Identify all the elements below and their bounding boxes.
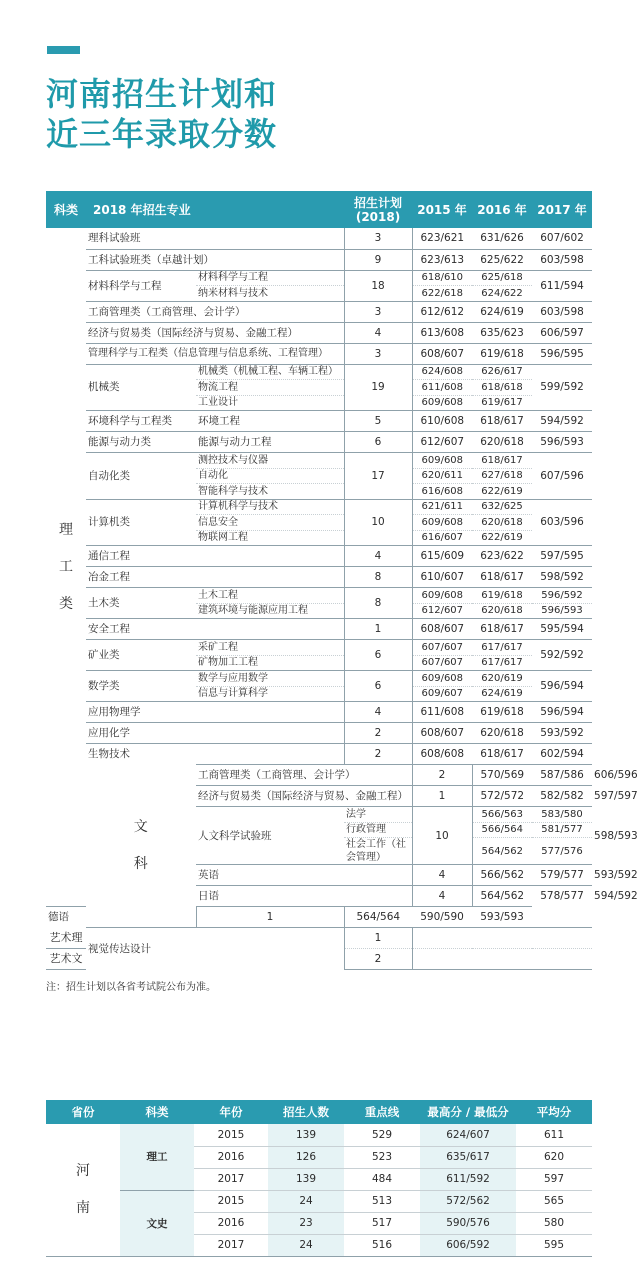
table-row: 河 南 理工 2015 139 529 624/607 611 — [46, 1124, 592, 1146]
table-row: 环境科学与工程类 环境工程 5 610/608 618/617 594/592 — [46, 411, 592, 432]
group-arts: 文 科 — [86, 765, 196, 928]
table-row: 自动化 620/611 627/618 — [46, 468, 592, 484]
table-row: 工业设计 609/608 619/617 — [46, 395, 592, 411]
table-row: 2017 24 516 606/592 595 — [46, 1234, 592, 1256]
table-row: 计算机类 计算机科学与技术 10 621/611 632/625 603/596 — [46, 499, 592, 515]
group-science: 理 工 类 — [46, 228, 86, 907]
table-row: 通信工程 4 615/609 623/622 597/595 — [46, 546, 592, 567]
major-cell: 能源与动力类 — [86, 432, 196, 453]
major-cell: 英语 — [196, 865, 412, 886]
table-row: 矿业类 采矿工程 6 607/607 617/617 592/592 — [46, 640, 592, 656]
header-key-line: 重点线 — [344, 1100, 420, 1124]
table-row: 2016 23 517 590/576 580 — [46, 1212, 592, 1234]
major-cell: 计算机类 — [86, 499, 196, 546]
table-row: 物流工程 611/608 618/618 — [46, 380, 592, 396]
major-cell: 安全工程 — [86, 619, 344, 640]
table-row: 冶金工程 8 610/607 618/617 598/592 — [46, 567, 592, 588]
table-row: 文 科 工商管理类（工商管理、会计学） 2 570/569 587/586 606/596 — [46, 765, 592, 786]
table-row: 机械类 机械类（机械工程、车辆工程） 19 624/608 626/617 599/592 — [46, 364, 592, 380]
plan-header-row — [46, 191, 592, 228]
table-row: 纳米材料与技术 622/618 624/622 — [46, 286, 592, 302]
table-row: 应用物理学 4 611/608 619/618 596/594 — [46, 702, 592, 723]
major-cell: 经济与贸易类（国际经济与贸易、金融工程） — [196, 786, 412, 807]
major-cell: 冶金工程 — [86, 567, 344, 588]
table-row: 智能科学与技术 616/608 622/619 — [46, 484, 592, 500]
major-cell: 工商管理类（工商管理、会计学） — [196, 765, 412, 786]
score-header-row — [46, 1100, 592, 1124]
major-cell: 机械类 — [86, 364, 196, 411]
header-major: 2018 年招生专业 — [86, 191, 344, 228]
major-cell: 视觉传达设计 — [86, 928, 344, 970]
province-cell: 河 南 — [46, 1124, 120, 1256]
major-cell: 环境科学与工程类 — [86, 411, 196, 432]
table-row: 应用化学 2 608/607 620/618 593/592 — [46, 723, 592, 744]
major-cell: 通信工程 — [86, 546, 344, 567]
major-cell: 材料科学与工程 — [86, 270, 196, 301]
header-plan: 招生计划 (2018) — [344, 191, 412, 228]
table-row: 艺术理 视觉传达设计 1 — [46, 928, 592, 949]
table-row: 日语 4 564/562 578/577 594/592 — [46, 886, 592, 907]
header-count: 招生人数 — [268, 1100, 344, 1124]
major-cell: 德语 — [46, 907, 196, 928]
table-row: 矿物加工工程 607/607 617/617 — [46, 655, 592, 671]
score-table — [46, 1100, 592, 1257]
header-year: 年份 — [194, 1100, 268, 1124]
table-row: 物联网工程 616/607 622/619 — [46, 530, 592, 546]
table-row: 工科试验班类（卓越计划） 9 623/613 625/622 603/598 — [46, 249, 592, 270]
major-cell: 土木类 — [86, 588, 196, 619]
accent-bar — [47, 46, 80, 54]
major-cell: 理科试验班 — [88, 232, 141, 245]
major-cell: 日语 — [196, 886, 412, 907]
table-row: 英语 4 566/562 579/577 593/592 — [46, 865, 592, 886]
table-row: 材料科学与工程 材料科学与工程 18 618/610 625/618 611/594 — [46, 270, 592, 286]
group-art-science: 艺术理 — [46, 928, 86, 949]
table-row: 行政管理 566/564 581/577 — [46, 822, 592, 838]
header-province: 省份 — [46, 1100, 120, 1124]
table-row: 2016 126 523 635/617 620 — [46, 1146, 592, 1168]
header-2015: 2015 年 — [412, 191, 472, 228]
table-row: 艺术文 2 — [46, 949, 592, 970]
header-range: 最高分 / 最低分 — [420, 1100, 516, 1124]
major-cell: 工科试验班类（卓越计划） — [86, 249, 344, 270]
title-line-1: 河南招生计划和 — [46, 75, 278, 113]
major-cell: 矿业类 — [86, 640, 196, 671]
major-cell: 应用物理学 — [86, 702, 344, 723]
category-cell: 理工 — [120, 1124, 194, 1190]
header-category: 科类 — [120, 1100, 194, 1124]
table-row: 2017 139 484 611/592 597 — [46, 1168, 592, 1190]
table-row: 生物技术 2 608/608 618/617 602/594 — [46, 744, 592, 765]
table-row: 数学类 数学与应用数学 6 609/608 620/619 596/594 — [46, 671, 592, 687]
table-row: 社会工作（社会管理） 564/562 577/576 — [46, 838, 592, 865]
table-row: 理 工 类 理科试验班 3 623/621 631/626 607/602 — [46, 228, 592, 249]
table-row: 土木类 土木工程 8 609/608 619/618 596/592 — [46, 588, 592, 604]
header-average: 平均分 — [516, 1100, 592, 1124]
category-cell: 文史 — [120, 1190, 194, 1256]
major-cell: 人文科学试验班 — [196, 807, 344, 865]
table-row: 安全工程 1 608/607 618/617 595/594 — [46, 619, 592, 640]
major-cell: 经济与贸易类（国际经济与贸易、金融工程） — [86, 322, 344, 343]
group-art-liberal: 艺术文 — [46, 949, 86, 970]
table-row: 能源与动力类 能源与动力工程 6 612/607 620/618 596/593 — [46, 432, 592, 453]
major-cell: 数学类 — [86, 671, 196, 702]
major-cell: 工商管理类（工商管理、会计学） — [86, 301, 344, 322]
table-row: 文史 2015 24 513 572/562 565 — [46, 1190, 592, 1212]
page-title — [46, 74, 277, 154]
table-row: 经济与贸易类（国际经济与贸易、金融工程） 4 613/608 635/623 606/597 — [46, 322, 592, 343]
footnote: 注：招生计划以各省考试院公布为准。 — [46, 982, 216, 993]
table-row: 工商管理类（工商管理、会计学） 3 612/612 624/619 603/598 — [46, 301, 592, 322]
table-row: 管理科学与工程类（信息管理与信息系统、工程管理） 3 608/607 619/618 596/595 — [46, 343, 592, 364]
table-row: 人文科学试验班 法学 10 566/563 583/580 598/593 — [46, 807, 592, 823]
table-row: 信息安全 609/608 620/618 — [46, 515, 592, 531]
plan-table — [46, 191, 638, 970]
major-cell: 管理科学与工程类（信息管理与信息系统、工程管理） — [86, 343, 344, 364]
table-row: 自动化类 测控技术与仪器 17 609/608 618/617 607/596 — [46, 453, 592, 469]
major-cell: 生物技术 — [86, 744, 344, 765]
header-2017: 2017 年 — [532, 191, 592, 228]
table-row: 德语 1 564/564 590/590 593/593 — [46, 907, 592, 928]
title-line-2: 近三年录取分数 — [46, 115, 278, 153]
header-2016: 2016 年 — [472, 191, 532, 228]
table-row: 信息与计算科学 609/607 624/619 — [46, 686, 592, 702]
major-cell: 自动化类 — [86, 453, 196, 500]
table-row: 建筑环境与能源应用工程 612/607 620/618 596/593 — [46, 603, 592, 619]
major-cell: 应用化学 — [86, 723, 344, 744]
table-row: 经济与贸易类（国际经济与贸易、金融工程） 1 572/572 582/582 597/597 — [46, 786, 592, 807]
header-category: 科类 — [46, 191, 86, 228]
